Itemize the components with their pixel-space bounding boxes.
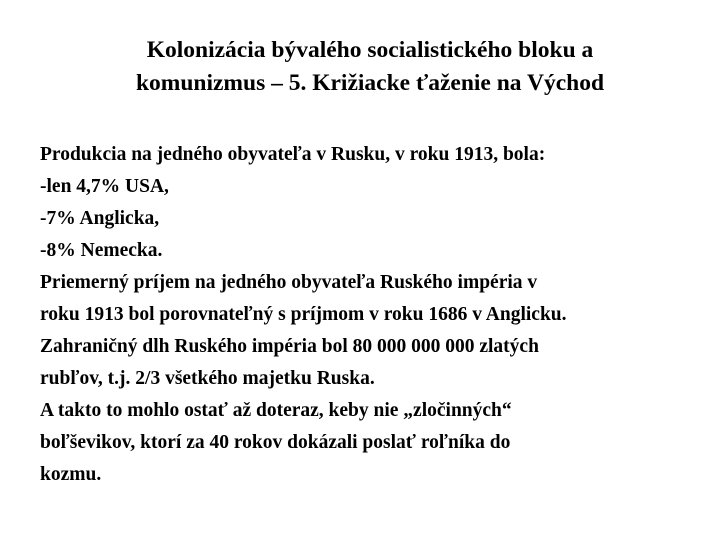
- slide-title: [60, 34, 680, 100]
- paragraph-line: -7% Anglicka,: [40, 208, 160, 229]
- paragraph-production: [40, 139, 700, 171]
- slide-body: [40, 139, 700, 491]
- paragraph-line: -8% Nemecka.: [40, 240, 163, 261]
- paragraph-line: Zahraničný dlh Ruského impéria bol 80 000 000 000 zlatých: [40, 336, 539, 357]
- slide-title-line: komunizmus – 5. Križiacke ťaženie na Východ: [135, 70, 605, 96]
- paragraph-line: roku 1913 bol porovnateľný s príjmom v roku 1686 v Anglicku.: [40, 304, 567, 325]
- paragraph-line: Produkcia na jedného obyvateľa v Rusku, v roku 1913, bola:: [40, 144, 546, 165]
- paragraph-conclusion: [40, 395, 700, 491]
- slide-title-line: Kolonizácia bývalého socialistického bloku a: [146, 37, 594, 63]
- paragraph-usa: [40, 171, 700, 203]
- paragraph-line: A takto to mohlo ostať až doteraz, keby nie „zločinných“: [40, 400, 512, 421]
- paragraph-line: kozmu.: [40, 464, 102, 485]
- paragraph-line: -len 4,7% USA,: [40, 176, 169, 197]
- paragraph-debt: [40, 331, 700, 395]
- paragraph-line: boľševikov, ktorí za 40 rokov dokázali poslať roľníka do: [40, 432, 511, 453]
- paragraph-line: rubľov, t.j. 2/3 všetkého majetku Ruska.: [40, 368, 375, 389]
- paragraph-england: [40, 203, 700, 235]
- paragraph-line: Priemerný príjem na jedného obyvateľa Ruského impéria v: [40, 272, 538, 293]
- paragraph-germany: [40, 235, 700, 267]
- paragraph-income: [40, 267, 700, 331]
